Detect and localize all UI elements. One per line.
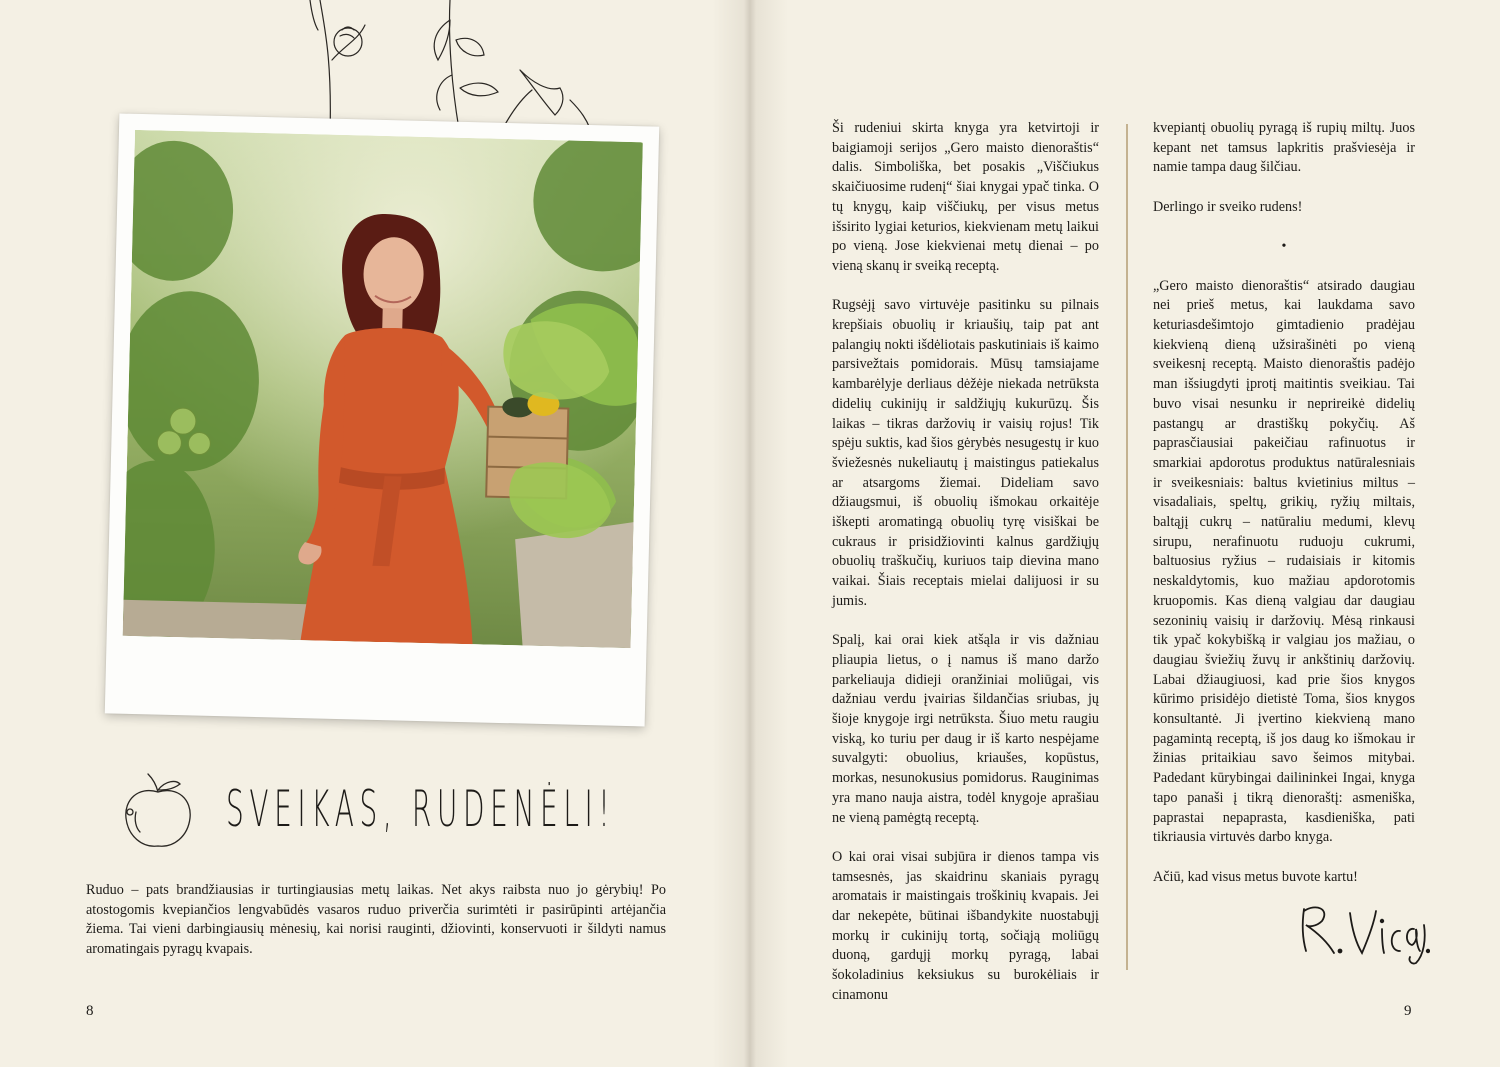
page-number-right: 9 (1404, 1003, 1412, 1019)
book-gutter (712, 0, 788, 1067)
section-separator: • (1281, 239, 1287, 255)
paragraph: Rugsėjį savo virtuvėje pasitinku su pilnais krepšiais obuolių ir kriaušių, taip pat ant palangių nokti išdėliotais paskutiniais iš kaimo parsivežtais pomidorais. Mūsų tamsiajame kambarėlyje derliaus dėžėje niekada netrūksta didelių cukinijų ir saldžiųjų kukurūzų. Šis laikas – tikras daržovių ir vaisių rojus! Tik spėju suktis, kad šios gėrybės nesugestų ir kuo šviežesnės nukeliautų į maistingus patiekalus ar atsargoms žiemai. Dideliam savo džiaugsmui, iš obuolių išmokau orkaitėje iškepti aromatingą obuolių tyrę visiškai be cukraus ir prisidžiovinti kalnus gardžiųjų obuolių traškučių, kuriuos taip dievina mano vaikai. Šiais receptais mielai dalijuosi ir su jumis. (832, 297, 1099, 609)
paragraph: O kai orai visai subjūra ir dienos tampa vis tamsesnės, jas skaidrinu skaniais pyragų aromatais ir maistingais troškinių kvapais. Jei dar nekepėte, būtinai išbandykite nuostabųjį morkų ir cukinijų tortą, sočiąją moliūgų duoną, gardųjį morkų pyragą, labai šokoladinius keksiukus su burokėliais ir cinamonu (832, 848, 1099, 1003)
paragraph: Spalį, kai orai kiek atšąla ir vis dažniau pliaupia lietus, o į namus iš mano daržo parkeliauja didieji oranžiniai moliūgai, vis dažniau verdu įvairias šildančias sriubas, jų šioje knygoje irgi netrūksta. Šiuo metu raugiu viską, ko turiu per daug ir iš karto nespėjame suvalgyti: obuolius, kriaušes, kopūstus, morkas, nesunokusius pomidorus. Rauginimas yra mano nauja aistra, todėl knygoje aprašiau ne vieną pamėgtą receptą. (832, 632, 1099, 826)
intro-paragraph: Ruduo – pats brandžiausias ir turtingiausias metų laikas. Net akys raibsta nuo jo gėrybių! Po atostogomis kvepiančios lengvabūdės vasaros ruduo priverčia surimtėti ir pasirūpinti artėjančia žiema. Tai vieni darbingiausių mėnesių, kai norisi rauginti, džiovinti, konservuoti ir šildyti namus aromatingais pyragų kvapais. (86, 882, 666, 957)
column-divider (1126, 124, 1128, 970)
text-column-2 (1153, 119, 1415, 907)
page-number-left: 8 (86, 1003, 94, 1019)
paragraph: kvepiantį obuolių pyragą iš rupių miltų. Juos kepant net tamsus lapkritis prašviesėja ir namie tampa daug šilčiau. (1153, 120, 1415, 176)
author-photo (123, 130, 643, 648)
polaroid-photo-frame (105, 113, 659, 726)
paragraph: „Gero maisto dienoraštis“ atsirado daugiau nei prieš metus, kai laukdama savo keturiasdešimtojo gimtadienio pradėjau kiekvieną dieną užsirašinėti po vieną sveikesnį receptą. Maisto dienoraštis padėjo man išsiugdyti įprotį maitintis sveikiau. Tai buvo visai nesunku ir neprireikė didelių pastangų ar drastiškų pokyčių. Aš paprasčiausiai pakeičiau rafinuotus ir smarkiai apdorotus produktus natūralesniais ir sveikesniais: baltus kvietinius miltus – visadaliais, speltų, grikių, ryžių miltais, baltąjį cukrų – natūraliu medumi, klevų sirupu, nerafinuotu ruduoju cukrumi, baltuosius ryžius – rudaisiais ir kitomis neskaldytomis, kuo mažiau apdorotomis kruopomis. Kas dieną valgiau dar daugiau sezoninių vaisių ir daržovių. Mėsą rinkausi tik ypač kokybišką ir valgiau jos mažiau, o daugiau šviežių žuvų ir ankštinių daržovių. Labai džiaugiuosi, kad prie šios knygos kūrimo prisidėjo dietistė Toma, šios knygos konsultantė. Ji įvertino kiekvieną mano pagamintą receptą, iš jos daug ko išmokau ir žinias pritaikiau savo šeimos mitybai. Padedant kūrybingai dailininkei Ingai, knyga tapo panaši į tikrą dienoraštį: asmeniška, paprastai nepaprasta, kasdieniška, pati tikriausia virtuvės darbo knyga. (1153, 277, 1415, 846)
apple-icon (118, 772, 198, 850)
text-column-1 (832, 119, 1099, 1025)
thanks-line: Ačiū, kad visus metus buvote kartu! (1153, 868, 1358, 885)
paragraph: Ši rudeniui skirta knyga yra ketvirtoji ir baigiamoji serijos „Gero maisto dienoraštis“ dalis. Simboliška, bet posakis „Viščiukus skaičiuosime rudenį“ šiai knygai ypač tinka. O tų knygų, kaip viščiukų, per visus metus išsirito lygiai keturios, kiekvienam metų laikui po vieną. Jose kiekvienai metų dienai – po vieną skanų ir sveiką receptą. (832, 120, 1099, 274)
tomato-plant-sketch-icon (270, 0, 600, 135)
closing-wish: Derlingo ir sveiko rudens! (1153, 198, 1303, 215)
page-heading: SVEIKAS, RUDENĖLI! (226, 780, 616, 838)
author-signature (1290, 895, 1430, 965)
